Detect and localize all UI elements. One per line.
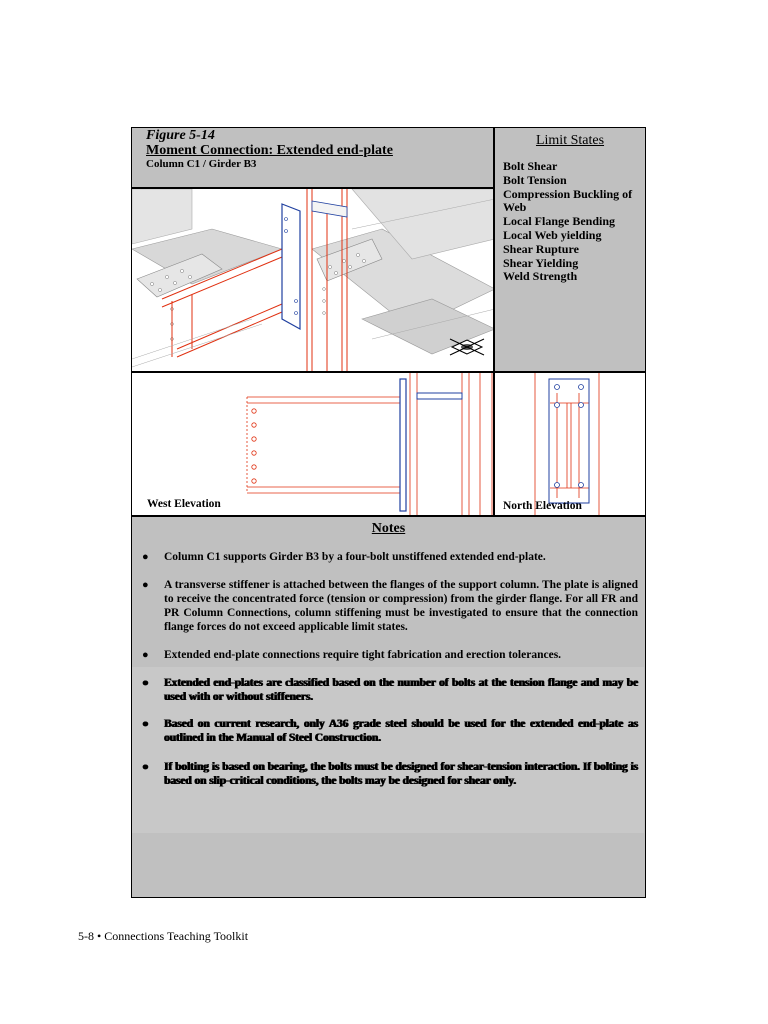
notes-panel <box>131 516 646 898</box>
limit-state-item: Weld Strength <box>503 269 578 284</box>
isometric-connection-drawing <box>131 188 494 372</box>
limit-state-item: Compression Buckling of Web <box>503 186 633 215</box>
limit-state-item: Shear Yielding <box>503 255 579 270</box>
north-elevation-label: North Elevation <box>503 500 582 512</box>
limit-state-item: Shear Rupture <box>503 241 579 256</box>
isometric-svg <box>132 189 494 372</box>
compass-icon <box>450 339 484 355</box>
notes-title: Notes <box>371 521 406 536</box>
bullet-icon: ● <box>142 579 149 591</box>
note-text: Extended end-plate connections require tight fabrication and erection tolerances. <box>164 649 562 661</box>
limit-states-panel <box>494 127 646 372</box>
note-text: Extended end-plates are classified based on the number of bolts at the tension flange and may be used with or without stiffeners. <box>164 677 638 703</box>
limit-states-title: Limit States <box>535 133 605 148</box>
bullet-icon: ● <box>142 718 149 730</box>
page-footer: 5-8 • Connections Teaching Toolkit <box>78 929 249 943</box>
bullet-icon: ● <box>142 677 149 689</box>
north-elevation-drawing <box>494 372 646 516</box>
west-elevation-label: West Elevation <box>147 498 221 510</box>
limit-state-item: Bolt Shear <box>503 159 558 173</box>
limit-state-item: Bolt Tension <box>503 172 567 187</box>
limit-state-item: Local Web yielding <box>503 227 602 242</box>
figure-title-block <box>131 127 494 188</box>
figure-subtitle: Column C1 / Girder B3 <box>146 158 257 170</box>
west-elevation-drawing <box>131 372 494 516</box>
figure-title: Moment Connection: Extended end-plate <box>146 143 393 158</box>
note-item <box>142 717 638 745</box>
note-item <box>142 550 638 564</box>
note-item <box>142 760 638 788</box>
limit-states-list <box>503 160 641 284</box>
note-text: A transverse stiffener is attached between the flanges of the support column. The plate is aligned to receive the concentrated force (tension or compression) from the girder flange. For all FR and PR Column Connections, column stiffening must be investigated to ensure that the connection flange forces do not exceed applicable limit states. <box>164 579 638 633</box>
note-item <box>142 676 638 704</box>
bullet-icon: ● <box>142 649 149 661</box>
north-elevation-svg <box>495 373 646 516</box>
note-text: Column C1 supports Girder B3 by a four-bolt unstiffened extended end-plate. <box>164 551 546 563</box>
note-item <box>142 578 638 634</box>
figure-number: Figure 5-14 <box>146 128 215 143</box>
note-text: If bolting is based on bearing, the bolts must be designed for shear-tension interaction. If bolting is based on slip-critical conditions, the bolts may be designed for shear only. <box>164 761 638 787</box>
limit-state-item: Local Flange Bending <box>503 214 616 229</box>
bullet-icon: ● <box>142 761 149 773</box>
note-text: Based on current research, only A36 grade steel should be used for the extended end-plate as outlined in the Manual of Steel Construction. <box>164 718 638 744</box>
note-item <box>142 648 638 662</box>
bullet-icon: ● <box>142 551 149 563</box>
west-elevation-svg <box>132 373 494 516</box>
